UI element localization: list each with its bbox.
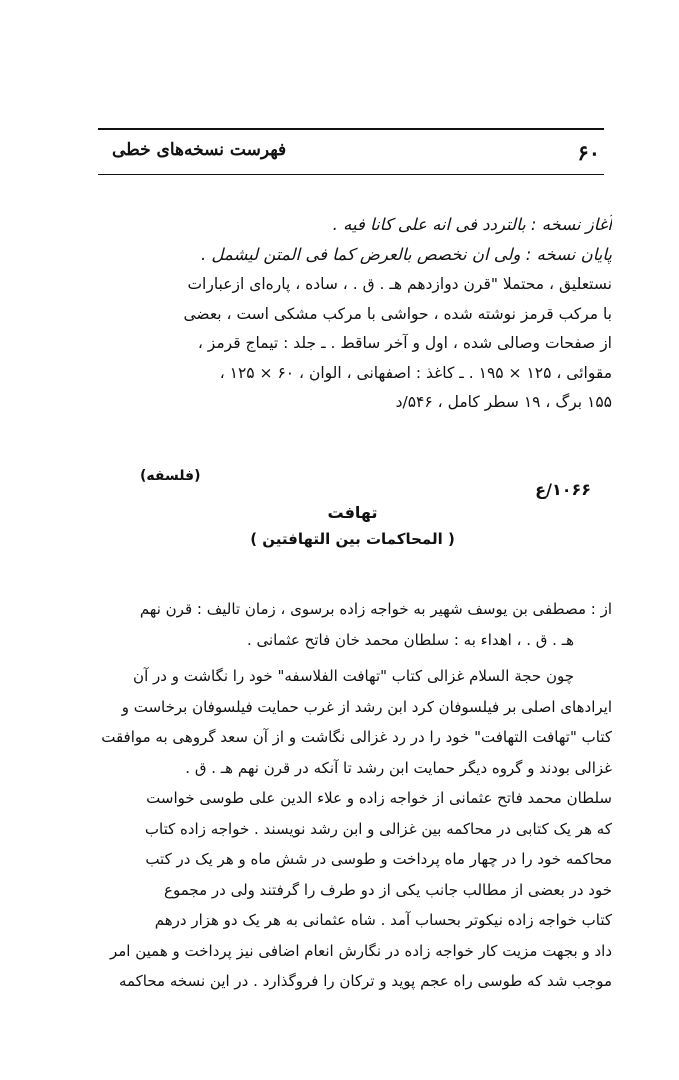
running-title: فهرست نسخه‌های خطی [112,140,287,160]
entry-title: تهافت [327,503,378,522]
closing-line: پایان نسخه : ولی ان نخصص بالعرض کما فی المتن لیشمل . [200,245,612,264]
opening-line: آغاز نسخه : بالتردد فی انه علی کانا فیه . [332,215,612,234]
header-bottom-rule [98,174,604,175]
body-line: چون حجة السلام غزالی کتاب "تهافت الفلاسفه" خود را نگاشت و در آن [133,667,574,685]
page-header [98,118,604,176]
page-number: ۶۰ [577,140,600,165]
body-line: ایرادهای اصلی بر فیلسوفان کرد ابن رشد از غرب حمایت فیلسوفان برخاست و [121,697,612,716]
body-line: کتاب "تهافت التهافت" خود را در رد غزالی نگاشت و از آن سعد گروهی به موافقت [101,728,612,746]
description-line: با مرکب قرمز نوشته شده ، حواشی با مرکب مشکی است ، بعضی [183,304,612,323]
header-top-rule [98,128,604,130]
description-line: نستعلیق ، محتملا "قرن دوازدهم هـ . ق . ، ساده ، پاره‌ای ازعبارات [187,275,612,293]
description-line: ۱۵۵ برگ ، ۱۹ سطر کامل ، ۵۴۶/د [395,393,612,411]
intro-line: هـ . ق . ، اهداء به : سلطان محمد خان فاتح عثمانی . [246,630,574,649]
description-line: از صفحات وصالی شده ، اول و آخر ساقط . ـ جلد : تیماج قرمز ، [197,334,612,352]
body-line: داد و بجهت مزیت کار خواجه زاده در نگارش انعام اضافی نیز پرداخت و همین امر [109,941,612,960]
entry-subject: (فلسفه) [140,468,201,484]
body-line: موجب شد که طوسی راه عجم پوید و ترکان را فروگذارد . در این نسخه محاکمه [118,972,612,990]
body-line: سلطان محمد فاتح عثمانی از خواجه زاده و علاء الدین علی طوسی خواست [146,789,612,807]
entry-body [88,594,612,997]
entry-heading [100,466,605,499]
body-line: غزالی بودند و گروه دیگر حمایت ابن رشد تا آنکه در قرن نهم هـ . ق . [185,758,612,777]
entry-number: ۱۰۶۶/ع [535,480,591,499]
intro-line: از : مصطفی بن یوسف شهیر به خواجه زاده برسوی ، زمان تالیف : قرن نهم [139,600,612,618]
entry-title-block [100,500,605,552]
body-line: که هر یک کتابی در محاکمه بین غزالی و ابن رشد نویسند . خواجه زاده کتاب [144,819,612,838]
body-line: خود در بعضی از مطالب جانب یکی از دو طرف را گرفتند ولی در مجموع [164,880,612,899]
previous-entry-description [92,210,612,418]
body-line: کتاب خواجه زاده نیکوتر بحساب آمد . شاه عثمانی به هر یک دو هزار درهم [154,911,612,929]
entry-subtitle: ( المحاکمات بین التهافتین ) [250,530,455,548]
body-line: محاکمه خود را در چهار ماه پرداخت و طوسی در شش ماه و هر یک در کتب [145,850,612,868]
description-line: مقوائی ، ۱۲۵ × ۱۹۵ . ـ کاغذ : اصفهانی ، الوان ، ۶۰ × ۱۲۵ ، [219,363,612,382]
